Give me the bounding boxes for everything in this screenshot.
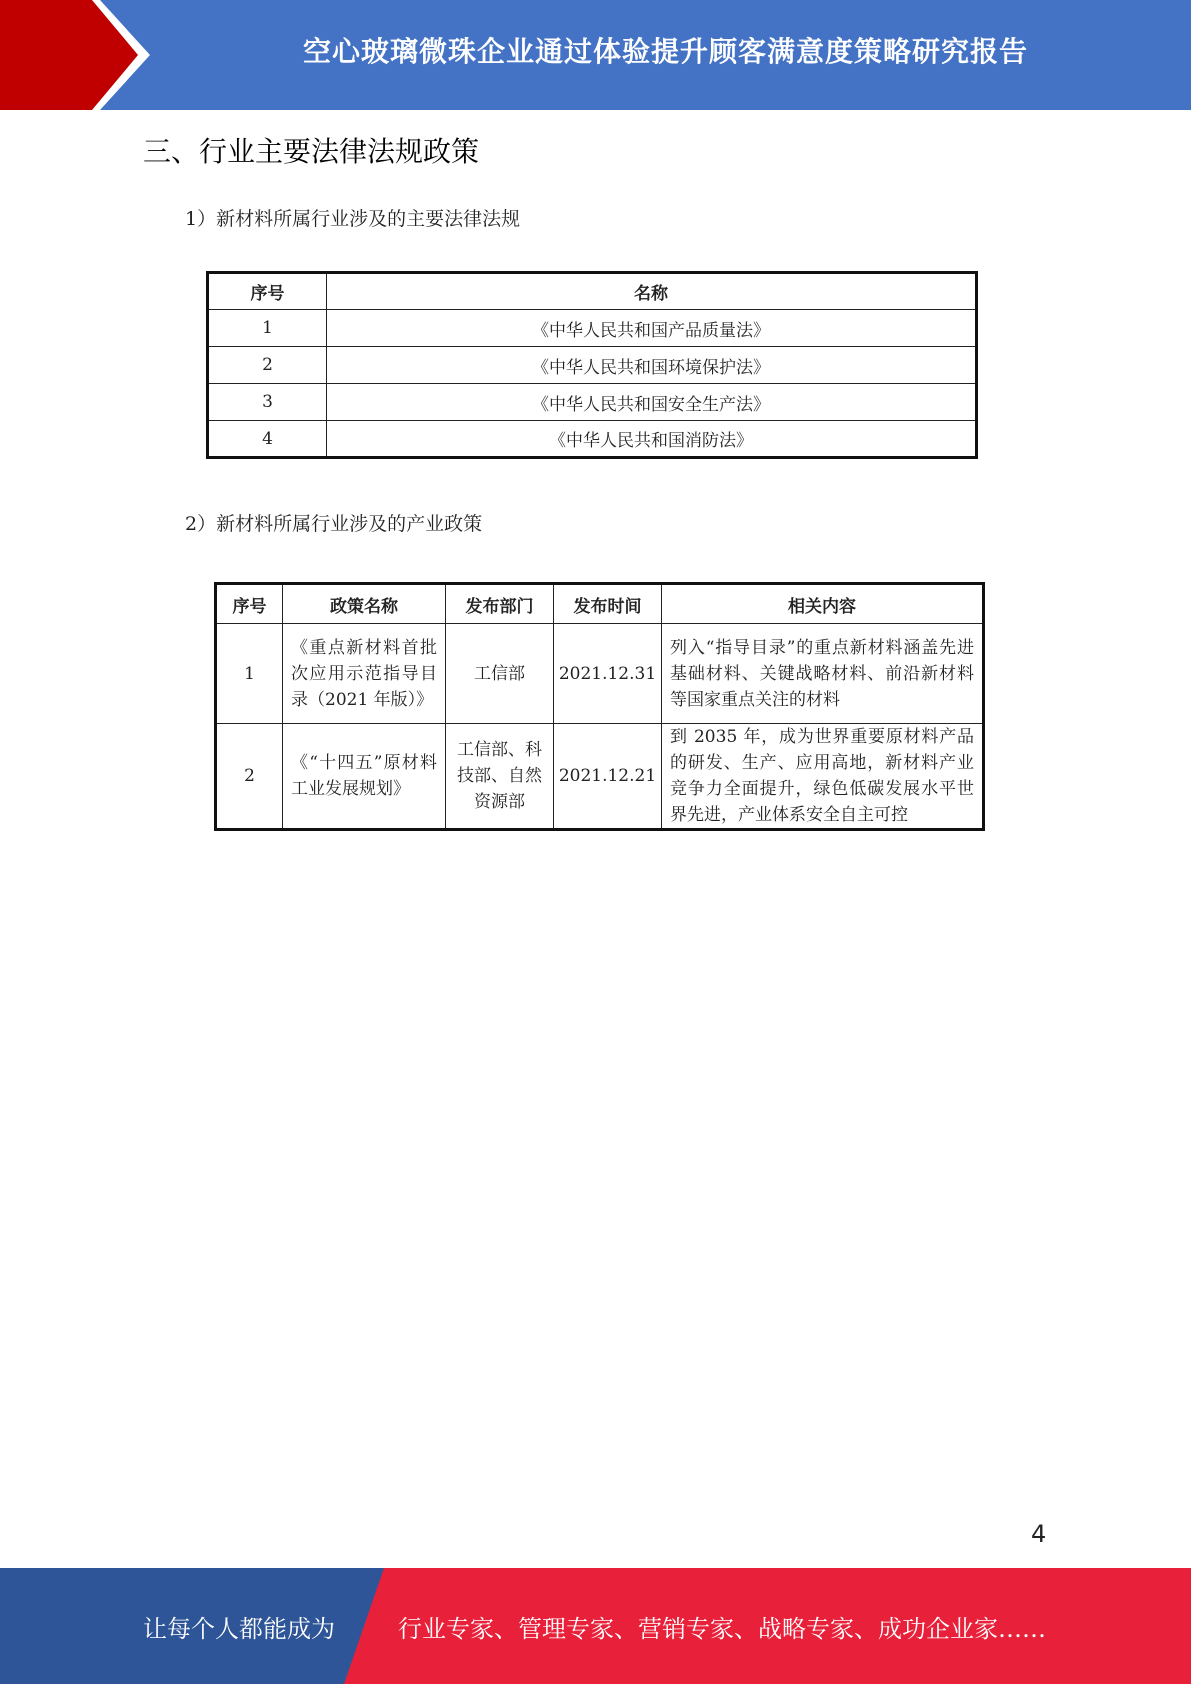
cell-number: 3 bbox=[208, 384, 327, 421]
cell-policy-name: 《重点新材料首批次应用示范指导目录（2021 年版）》 bbox=[283, 624, 446, 724]
cell-name: 《中华人民共和国消防法》 bbox=[327, 421, 977, 458]
column-header-content: 相关内容 bbox=[662, 584, 984, 624]
cell-number: 1 bbox=[216, 624, 283, 724]
cell-number: 4 bbox=[208, 421, 327, 458]
chevron-decoration-icon bbox=[0, 0, 160, 110]
table-header-row bbox=[216, 584, 984, 624]
table-row bbox=[216, 724, 984, 830]
cell-name: 《中华人民共和国产品质量法》 bbox=[327, 310, 977, 347]
slogan-right: 行业专家、管理专家、营销专家、战略专家、成功企业家…… bbox=[398, 1614, 1046, 1643]
laws-table bbox=[206, 271, 978, 459]
cell-number: 2 bbox=[216, 724, 283, 830]
column-header-name: 名称 bbox=[327, 273, 977, 310]
table-row bbox=[216, 624, 984, 724]
column-header-date: 发布时间 bbox=[554, 584, 662, 624]
cell-date: 2021.12.21 bbox=[554, 724, 662, 830]
cell-number: 1 bbox=[208, 310, 327, 347]
table-row bbox=[208, 421, 977, 458]
cell-name: 《中华人民共和国安全生产法》 bbox=[327, 384, 977, 421]
cell-number: 2 bbox=[208, 347, 327, 384]
laws-subtitle: 1）新材料所属行业涉及的主要法律法规 bbox=[185, 208, 521, 230]
page-header bbox=[0, 0, 1191, 110]
table-row bbox=[208, 384, 977, 421]
cell-name: 《中华人民共和国环境保护法》 bbox=[327, 347, 977, 384]
column-header-number: 序号 bbox=[208, 273, 327, 310]
section-title: 三、行业主要法律法规政策 bbox=[143, 135, 480, 168]
column-header-number: 序号 bbox=[216, 584, 283, 624]
table-row bbox=[208, 347, 977, 384]
cell-department: 工信部 bbox=[446, 624, 554, 724]
cell-content: 到 2035 年，成为世界重要原材料产品的研发、生产、应用高地，新材料产业竞争力全面提升，绿色低碳发展水平世界先进，产业体系安全自主可控 bbox=[662, 724, 984, 830]
table-row bbox=[208, 310, 977, 347]
cell-department: 工信部、科技部、自然资源部 bbox=[446, 724, 554, 830]
report-title: 空心玻璃微珠企业通过体验提升顾客满意度策略研究报告 bbox=[302, 35, 1028, 68]
slogan-left: 让每个人都能成为 bbox=[143, 1614, 335, 1643]
cell-policy-name: 《“十四五”原材料工业发展规划》 bbox=[283, 724, 446, 830]
policies-table bbox=[214, 582, 985, 831]
table-header-row bbox=[208, 273, 977, 310]
column-header-policy-name: 政策名称 bbox=[283, 584, 446, 624]
policies-subtitle: 2）新材料所属行业涉及的产业政策 bbox=[185, 513, 483, 535]
cell-content: 列入“指导目录”的重点新材料涵盖先进基础材料、关键战略材料、前沿新材料等国家重点关注的材料 bbox=[662, 624, 984, 724]
page-number: 4 bbox=[1031, 1520, 1047, 1548]
cell-date: 2021.12.31 bbox=[554, 624, 662, 724]
column-header-department: 发布部门 bbox=[446, 584, 554, 624]
page-footer bbox=[0, 1568, 1191, 1684]
